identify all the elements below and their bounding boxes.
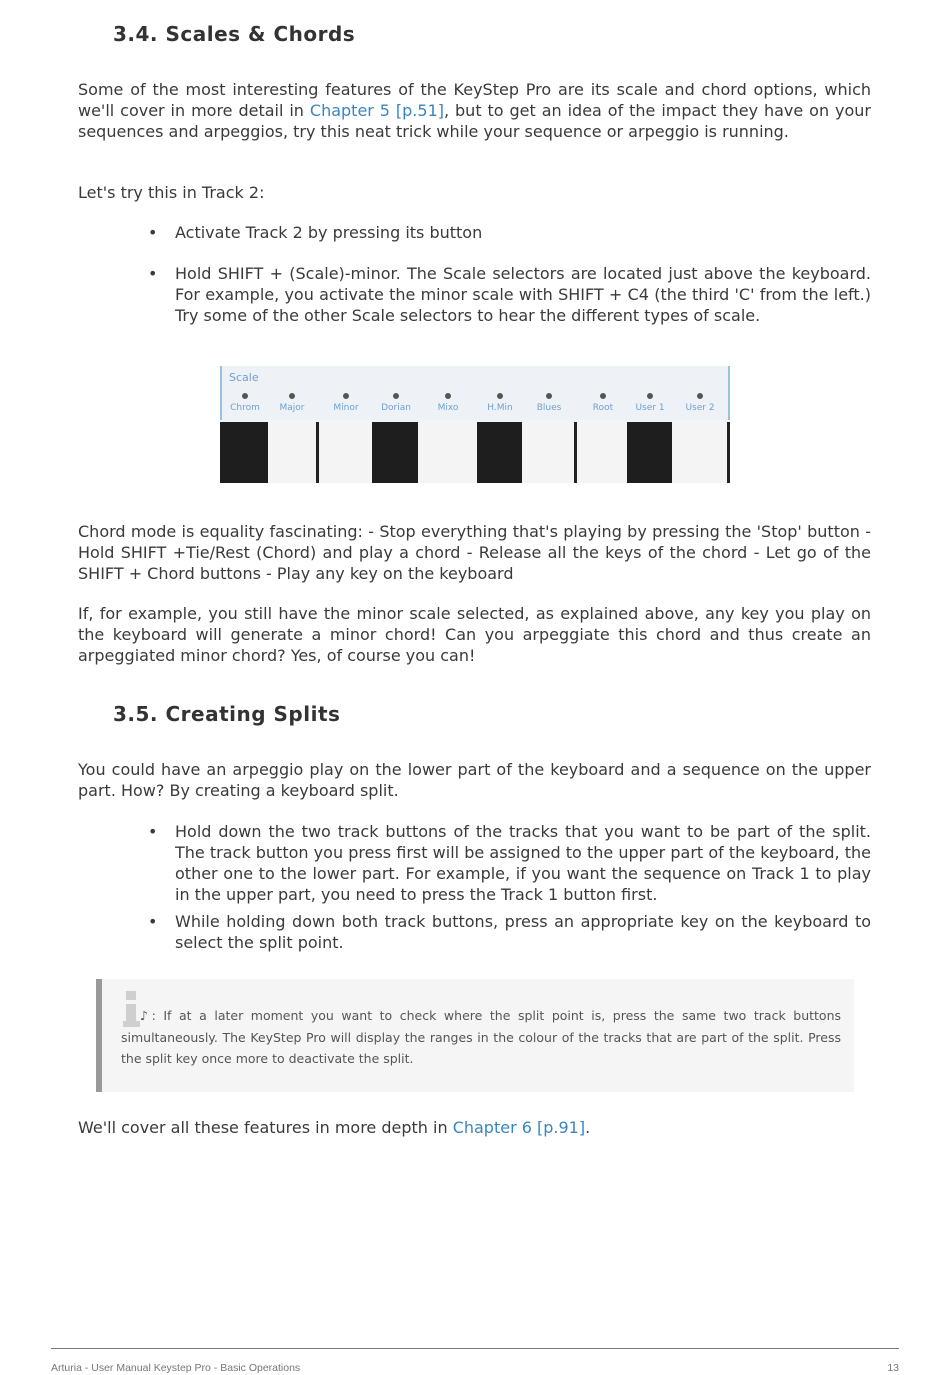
scale-led-icon xyxy=(600,393,606,399)
outro-text: We'll cover all these features in more depth in xyxy=(78,1118,453,1137)
footer-divider xyxy=(51,1348,899,1349)
bullet-item: Hold down the two track buttons of the tracks that you want to be part of the split. The track button you press first will be assigned to the upper part of the keyboard, the other one to the lower part. For example, if you want the sequence on Track 1 to play in the upper part, you need to press the Track 1 button first. xyxy=(175,822,871,904)
page-number: 13 xyxy=(887,1362,899,1374)
scale-led-icon xyxy=(647,393,653,399)
bullet-item: Hold SHIFT + (Scale)-minor. The Scale selectors are located just above the keyboard. For example, you activate the minor scale with SHIFT + C4 (the third 'C' from the left.) Try some of the other Scale selectors to hear the different types of scale. xyxy=(175,264,871,325)
scale-led-icon xyxy=(393,393,399,399)
scale-label: User 2 xyxy=(685,403,715,413)
bullet-icon: • xyxy=(148,264,158,283)
intro-text: Some of the most interesting features of the KeyStep Pro are its scale and chord options, which we'll cover in more detail in xyxy=(78,80,871,120)
key-gap xyxy=(316,422,319,483)
scale-title: Scale xyxy=(229,371,259,384)
keyboard-keys xyxy=(220,422,730,483)
scale-label: Root xyxy=(592,403,614,413)
key-gap xyxy=(574,422,577,483)
bullet-item: While holding down both track buttons, press an appropriate key on the keyboard to select the split point. xyxy=(175,912,871,952)
scale-led-icon xyxy=(242,393,248,399)
info-note-box xyxy=(96,979,854,1092)
scale-label: Minor xyxy=(333,403,359,413)
black-key xyxy=(220,422,268,483)
bullet-icon: • xyxy=(148,822,158,841)
scale-label: Major xyxy=(279,403,305,413)
scale-label: H.Min xyxy=(487,403,513,413)
scale-label: Mixo xyxy=(437,403,459,413)
scale-led-icon xyxy=(497,393,503,399)
black-key xyxy=(477,422,522,483)
splits-intro: You could have an arpeggio play on the lower part of the keyboard and a sequence on the upper part. How? By creating a keyboard split. xyxy=(78,760,871,800)
footer-title: Arturia - User Manual Keystep Pro - Basic Operations xyxy=(51,1362,301,1374)
bullet-icon: • xyxy=(148,912,158,931)
scale-label: Chrom xyxy=(230,403,260,413)
chord-paragraph: Chord mode is equality fascinating: - Stop everything that's playing by pressing the 'Stop' button - Hold SHIFT +Tie/Rest (Chord) and play a chord - Release all the keys of the chord - Let go of the SHIFT + Chord buttons - Play any key on the keyboard xyxy=(78,522,871,583)
black-key xyxy=(372,422,418,483)
black-key xyxy=(627,422,672,483)
intro-paragraph xyxy=(78,79,871,142)
scale-led-icon xyxy=(445,393,451,399)
scale-led-icon xyxy=(289,393,295,399)
outro-paragraph xyxy=(78,1117,871,1138)
scale-led-icon xyxy=(546,393,552,399)
bullet-icon: • xyxy=(148,223,158,242)
track-intro: Let's try this in Track 2: xyxy=(78,183,265,202)
note-text: ♪: If at a later moment you want to check where the split point is, press the same two track buttons simultaneously. The KeyStep Pro will display the ranges in the colour of the tracks that are part of the split. Press the split key once more to deactivate the split. xyxy=(121,1008,841,1066)
scale-label: Dorian xyxy=(381,403,411,413)
chapter-6-link[interactable]: Chapter 6 [p.91] xyxy=(452,1118,586,1137)
outro-text-end: . xyxy=(585,1118,591,1137)
key-gap xyxy=(727,422,730,483)
section-heading-creating-splits: 3.5. Creating Splits xyxy=(113,702,341,726)
example-paragraph: If, for example, you still have the minor scale selected, as explained above, any key you play on the keyboard will generate a minor chord! Can you arpeggiate this chord and thus create an arpeggiated minor chord? Yes, of course you can! xyxy=(78,604,871,665)
scale-label: User 1 xyxy=(635,403,665,413)
bullet-item: Activate Track 2 by pressing its button xyxy=(175,223,483,242)
scale-label: Blues xyxy=(536,403,562,413)
section-heading-scales-chords: 3.4. Scales & Chords xyxy=(113,22,356,46)
chapter-5-link[interactable]: Chapter 5 [p.51] xyxy=(309,101,444,120)
scale-led-icon xyxy=(343,393,349,399)
scale-selector-image xyxy=(220,366,730,483)
scale-led-icon xyxy=(697,393,703,399)
intro-text-end: , but to get an idea of the impact they have on your sequences and arpeggios, try this neat trick while your sequence or arpeggio is running. xyxy=(78,101,872,141)
